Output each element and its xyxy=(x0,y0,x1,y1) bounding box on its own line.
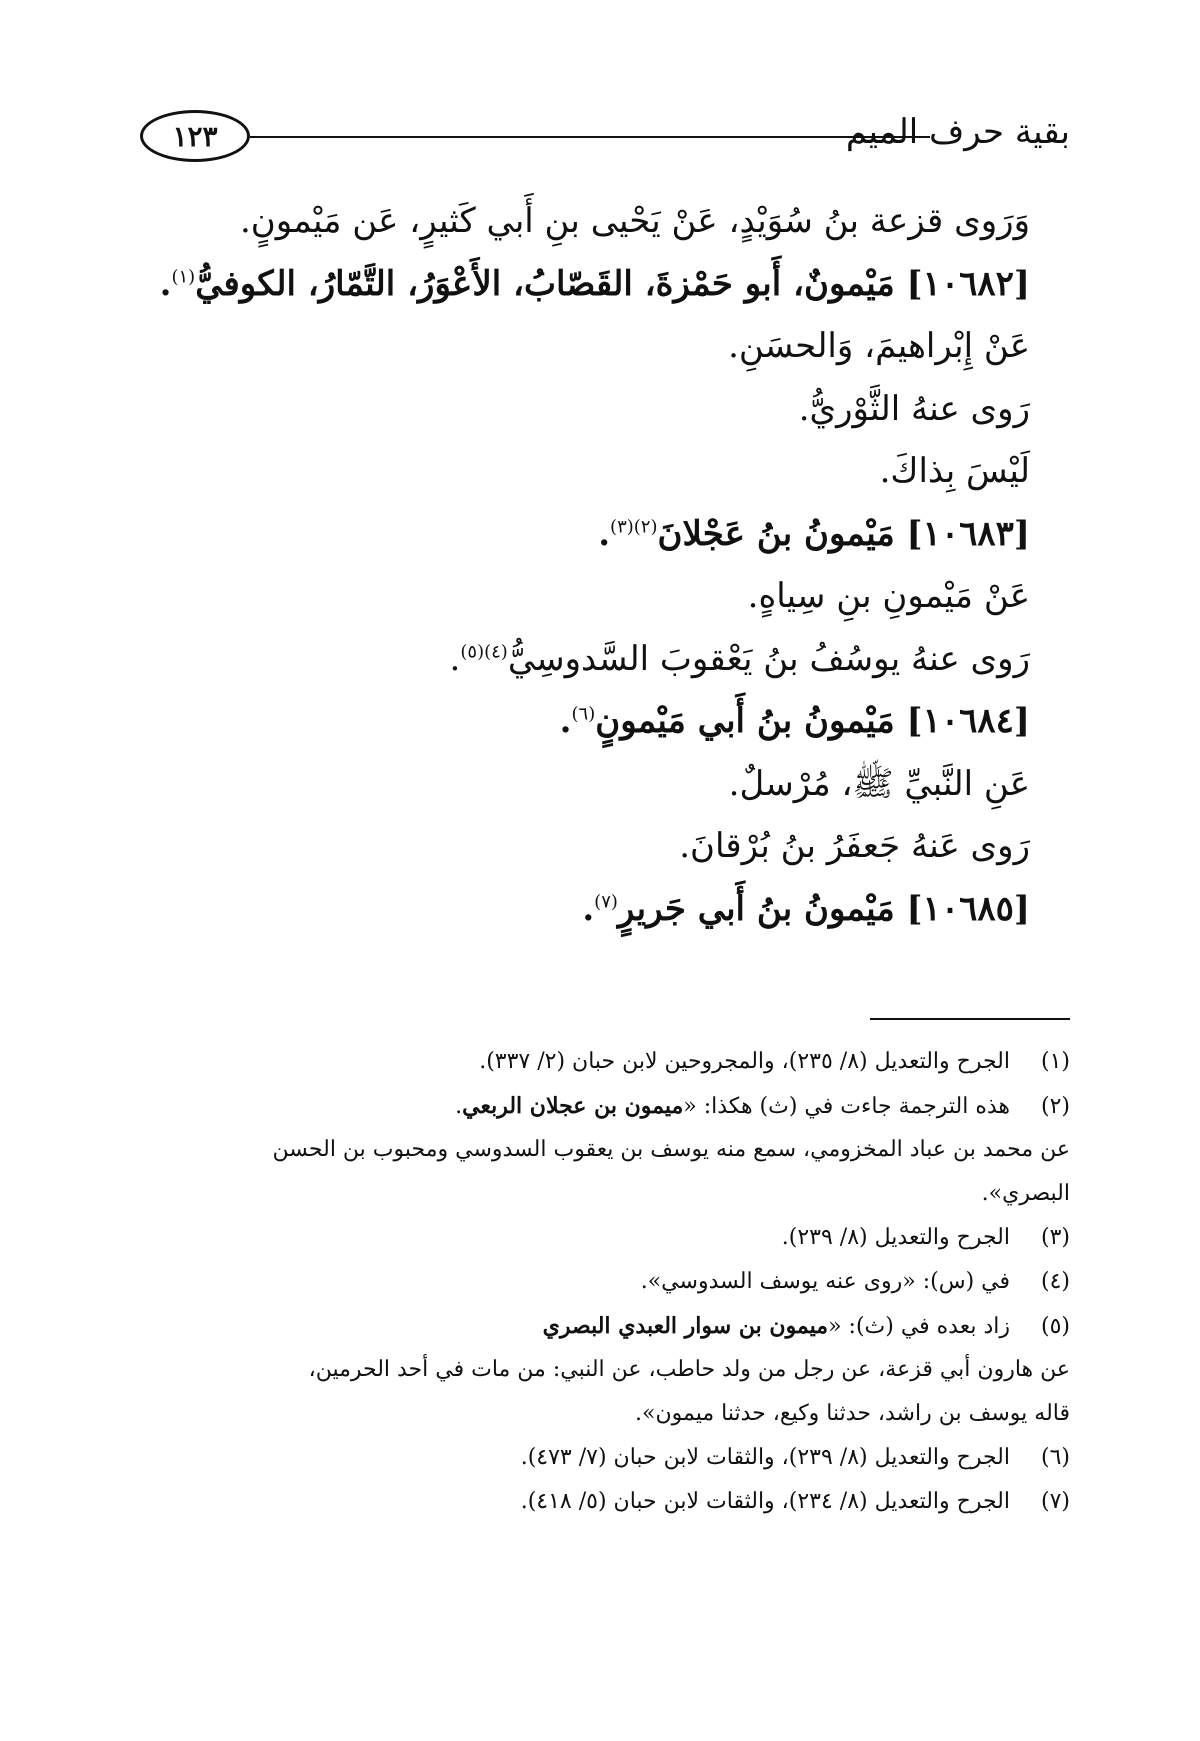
text-line: رَوى عنهُ الثَّوْريُّ. xyxy=(798,388,1030,429)
footnote-text-end: . xyxy=(455,1094,463,1119)
footnote-number: (١) xyxy=(1040,1049,1070,1074)
footnote-continuation: قاله يوسف بن راشد، حدثنا وكيع، حدثنا ميمون». xyxy=(635,1401,1070,1426)
entry-title: [١٠٦٨٢] مَيْمونٌ، أَبو حَمْزةَ، القَصّابُ، الأَعْوَرُ، التَّمّارُ، الكوفيُّ xyxy=(195,263,1030,304)
text-line-body: رَوى عنهُ يوسُفُ بنُ يَعْقوبَ السَّدوسِيُّ xyxy=(507,638,1030,679)
entry-heading: [١٠٦٨٤] مَيْمونُ بنُ أَبي مَيْمونٍ$^{(٦)}$. xyxy=(559,701,1030,741)
footnote xyxy=(140,1260,1070,1304)
text-line: رَوى عَنهُ جَعفَرُ بنُ بُرْقانَ. xyxy=(679,826,1030,866)
footnote xyxy=(140,1304,1070,1348)
footnote-marker: (٦) xyxy=(571,703,596,725)
entry-heading: [١٠٦٨٣] مَيْمونُ بنُ عَجْلانَ$^{(٢)(٣)}$. xyxy=(598,513,1030,554)
footnote-marker: (٢)(٣) xyxy=(610,516,658,538)
entry-title: [١٠٦٨٤] مَيْمونُ بنُ أَبي مَيْمونٍ xyxy=(595,701,1030,741)
text-line: عَنْ إِبْراهيمَ، وَالحسَنِ. xyxy=(728,326,1030,366)
footnote-text: الجرح والتعديل (٨/ ٢٣٩)، والثقات لابن حبان (٧/ ٤٧٣). xyxy=(520,1445,1010,1470)
footnote-number: (٦) xyxy=(1040,1445,1070,1470)
footnote-text: هذه الترجمة جاءت في (ث) هكذا: « xyxy=(683,1094,1010,1119)
header-rule xyxy=(250,136,930,138)
footnote-number: (٥) xyxy=(1040,1314,1070,1339)
footnote xyxy=(140,1216,1070,1260)
entry-title: [١٠٦٨٥] مَيْمونُ بنُ أَبي جَريرٍ xyxy=(617,888,1030,929)
text-line: لَيْسَ بِذاكَ. xyxy=(879,451,1030,491)
text-line: عَنْ مَيْمونِ بنِ سِياهٍ. xyxy=(747,576,1030,616)
footnote-bold-text: ميمون بن سوار العبدي البصري xyxy=(542,1313,829,1339)
footnote-bold-text: ميمون بن عجلان الربعي xyxy=(462,1093,684,1119)
entry-heading: [١٠٦٨٥] مَيْمونُ بنُ أَبي جَريرٍ$^{(٧)}$. xyxy=(582,888,1030,929)
entry-title: [١٠٦٨٣] مَيْمونُ بنُ عَجْلانَ xyxy=(657,513,1030,554)
footnote-separator xyxy=(870,1018,1070,1020)
footnote xyxy=(140,1436,1070,1480)
footnote-text: الجرح والتعديل (٨/ ٢٣٤)، والثقات لابن حبان (٥/ ٤١٨). xyxy=(520,1489,1010,1514)
footnote-number: (٣) xyxy=(1040,1225,1070,1250)
footnotes xyxy=(140,1040,1070,1524)
footnote-text: الجرح والتعديل (٨/ ٢٣٥)، والمجروحين لابن حبان (٢/ ٣٣٧). xyxy=(479,1049,1010,1074)
text-line: وَرَوى قزعة بنُ سُوَيْدٍ، عَنْ يَحْيى بنِ أَبي كَثيرٍ، عَن مَيْمونٍ. xyxy=(239,201,1030,241)
page-number: ١٢٣ xyxy=(140,110,250,162)
footnote-marker: (٧) xyxy=(594,891,618,913)
footnote-continuation: البصري». xyxy=(981,1181,1070,1206)
footnote xyxy=(140,1084,1070,1128)
footnote-number: (٧) xyxy=(1040,1489,1070,1514)
text-line: رَوى عنهُ يوسُفُ بنُ يَعْقوبَ السَّدوسِيُّ$^{(٤)(٥)}$. xyxy=(449,638,1030,679)
page-header xyxy=(140,110,1070,170)
main-text xyxy=(140,190,1030,940)
footnote-text: الجرح والتعديل (٨/ ٢٣٩). xyxy=(781,1225,1010,1250)
footnote-number: (٢) xyxy=(1040,1094,1070,1119)
running-title: بقية حرف الميم xyxy=(845,112,1070,152)
footnote-text: في (س): «روى عنه يوسف السدوسي». xyxy=(640,1269,1010,1294)
footnote-marker: (١) xyxy=(171,266,196,288)
footnote-text: زاد بعده في (ث): « xyxy=(828,1314,1010,1339)
footnote-number: (٤) xyxy=(1040,1269,1070,1294)
footnote-continuation: عن محمد بن عباد المخزومي، سمع منه يوسف بن يعقوب السدوسي ومحبوب بن الحسن xyxy=(272,1137,1070,1162)
footnote xyxy=(140,1480,1070,1524)
footnote-continuation: عن هارون أبي قزعة، عن رجل من ولد حاطب، عن النبي: من مات في أحد الحرمين، xyxy=(308,1357,1070,1382)
text-line: عَنِ النَّبيِّ ﷺ، مُرْسلٌ. xyxy=(728,763,1030,804)
footnote-marker: (٤)(٥) xyxy=(460,641,508,663)
entry-heading: [١٠٦٨٢] مَيْمونٌ، أَبو حَمْزةَ، القَصّابُ، الأَعْوَرُ، التَّمّارُ، الكوفيُّ$^{(١)}$. xyxy=(159,263,1030,304)
footnote xyxy=(140,1040,1070,1084)
